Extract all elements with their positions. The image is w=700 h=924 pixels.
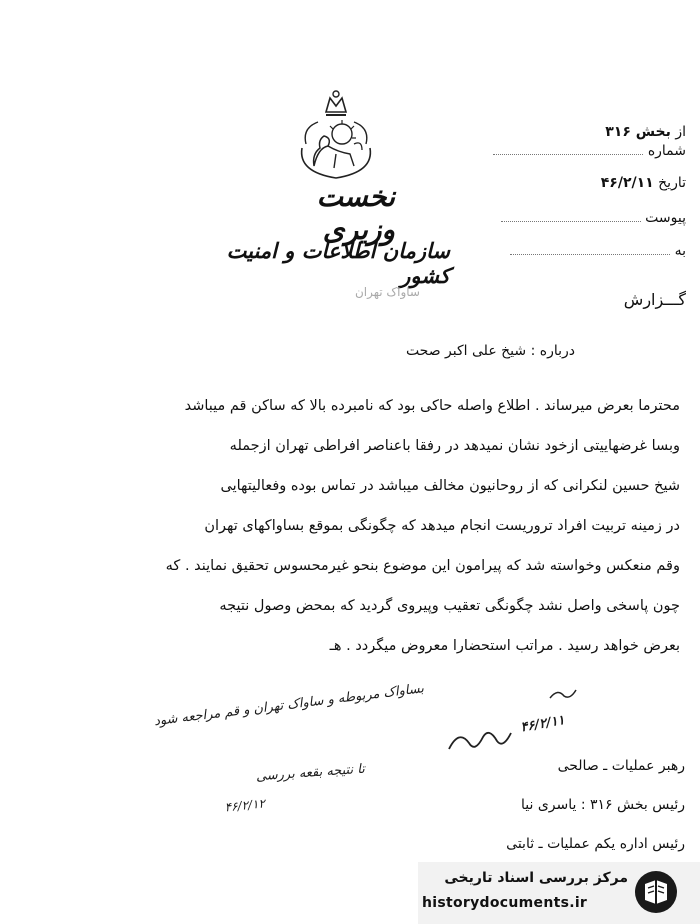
date-label: تاریخ <box>658 175 686 191</box>
body-line: بعرض خواهد رسید . مراتب استحضارا معروض میگردد . هـ <box>329 638 680 654</box>
watermark-title: مرکز بررسی اسناد تاریخی <box>444 870 628 886</box>
attachment-field <box>470 210 686 226</box>
body-line: شیخ حسین لنکرانی که از روحانیون مخالف میباشد در تماس بوده وفعالیتهایی <box>220 478 680 494</box>
watermark-url: historydocuments.ir <box>422 895 588 911</box>
body-line: محترما بعرض میرساند . اطلاع واصله حاکی بود که نامبرده بالا که ساکن قم میباشد <box>184 398 680 414</box>
signature-scribble-icon <box>445 725 515 755</box>
signature-line: رئیس بخش ۳۱۶ : یاسری نیا <box>520 797 685 813</box>
number-field <box>470 143 686 159</box>
watermark-logo-icon <box>632 868 680 916</box>
faded-stamp: ساواک تهران <box>354 285 420 299</box>
body-line: چون پاسخی واصل نشد چگونگی تعقیب وپیروی گردید که بمحض وصول نتیجه <box>219 598 680 614</box>
organization-heading: سازمان اطلاعات و امنیت کشور <box>226 238 450 288</box>
watermark <box>418 862 700 924</box>
subject-line <box>290 343 575 359</box>
emblem-lion-and-sun-icon <box>292 88 380 184</box>
date-field <box>470 175 686 191</box>
subject-value: شیخ علی اکبر صحت <box>405 343 527 359</box>
marginal-note-line: بساواک مربوطه و ساواک تهران و قم مراجعه شود <box>153 681 425 730</box>
attachment-label: پیوست <box>645 210 686 226</box>
report-label: گـــزارش <box>623 290 686 309</box>
number-label: شماره <box>647 143 686 159</box>
marginal-note-line: تا نتیجه بقعه بررسی <box>255 761 366 785</box>
marginal-note-date: ۴۶/۲/۱۲ <box>223 796 266 815</box>
handwritten-date: ۴۶/۲/۱۱ <box>519 712 566 736</box>
body-line: وقم منعکس وخواسته شد که پیرامون این موضوع بنحو غیرمحسوس تحقیق نمایند . که <box>165 558 680 574</box>
initial-scribble-icon <box>548 686 578 702</box>
to-blank <box>510 254 670 255</box>
subject-label: درباره : <box>530 343 575 359</box>
prime-minister-heading: نخست وزیری <box>316 180 395 246</box>
signature-line: رهبر عملیات ـ صالحی <box>557 758 685 774</box>
body-line: در زمینه تربیت افراد تروریست انجام میدهد که چگونگی بموقع بساواکهای تهران <box>204 518 680 534</box>
from-value: بخش ۳۱۶ <box>605 124 671 140</box>
attachment-blank <box>501 221 641 222</box>
from-field <box>500 124 686 140</box>
signature-line: رئیس اداره یکم عملیات ـ ثابتی <box>506 836 685 852</box>
to-field <box>470 243 686 259</box>
to-label: به <box>674 243 686 259</box>
from-label: از <box>675 124 686 140</box>
body-line: وبسا غرضهاییتی ازخود نشان نمیدهد در رفقا باعناصر افراطی تهران ازجمله <box>229 438 680 454</box>
number-blank <box>493 154 643 155</box>
date-value: ۴۶/۲/۱۱ <box>600 175 654 191</box>
